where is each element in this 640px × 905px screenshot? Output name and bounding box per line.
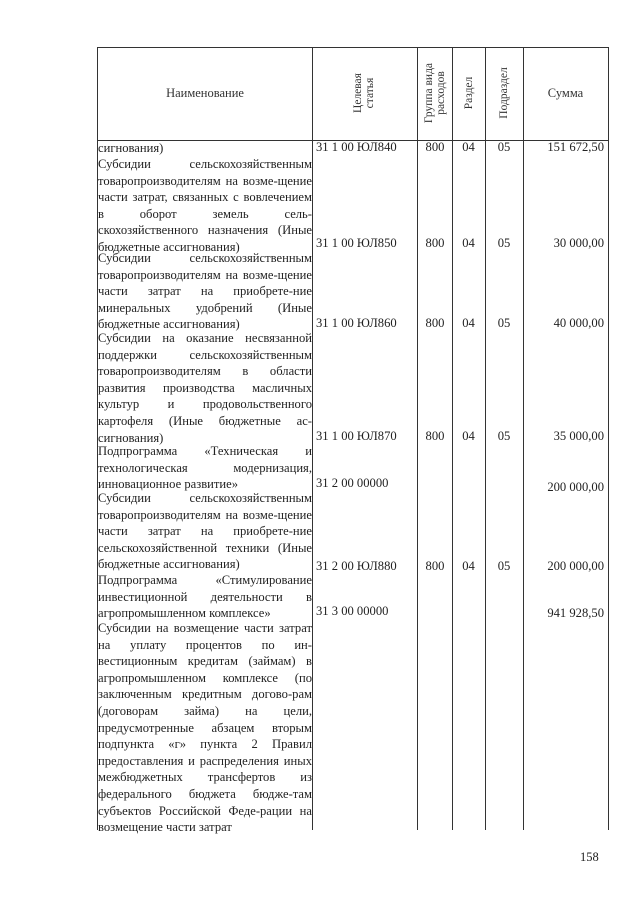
row-code: 31 1 00 ЮЛ870 (316, 429, 397, 443)
column-divider (608, 47, 609, 830)
header-section: Раздел (463, 76, 475, 110)
row-name: Субсидии сельскохозяйственным товаропроизводителям на возме-щение части затрат на приобрете-ние минеральных удобрений (Иные бюджетные ассигнования) (98, 251, 312, 332)
row-name: Подпрограмма «Стимулирование инвестиционной деятельности в агропромышленном комплексе» (98, 573, 312, 621)
header-sum: Сумма (547, 86, 584, 100)
row-code: 31 1 00 ЮЛ860 (316, 316, 397, 330)
row-section: 04 (462, 140, 475, 154)
column-divider (523, 47, 524, 830)
row-name: Субсидии на оказание несвязанной поддержки сельскохозяйственным товаропроизводителям в области развития производства масличных культур и продовольственного картофеля (Иные бюджетные ас-сигнования) (98, 331, 312, 445)
row-sum: 151 672,50 (547, 140, 604, 154)
table-top-border (97, 47, 608, 48)
header-name: Наименование (166, 86, 244, 100)
header-subsection: Подраздел (498, 67, 510, 119)
row-sum: 35 000,00 (553, 429, 604, 443)
row-section: 04 (462, 559, 475, 573)
row-name: Субсидии на возмещение части затрат на уплату процентов по ин-вестиционным кредитам (займам) в агропромышленном комплексе (по заключенным кредитным догово-рам (договорам займа) на цели, предусмотренные абзацем вторым подпункта «г» пункта 2 Правил предоставления и распределения иных межбюджетных трансфертов из федерального бюджета бюдже-там субъектов Российской Феде-рации на возмещение части затрат (98, 621, 312, 835)
column-divider (312, 47, 313, 830)
row-group: 800 (425, 236, 445, 250)
row-group: 800 (425, 429, 445, 443)
row-section: 04 (462, 429, 475, 443)
row-subsection: 05 (497, 236, 511, 250)
row-group: 800 (425, 140, 445, 154)
row-sum: 200 000,00 (547, 480, 604, 494)
row-name: Субсидии сельскохозяйственным товаропроизводителям на возме-щение части затрат, связанных с вовлечением в оборот земель сель-скохозяйственного назначения (Иные бюджетные ассигнования) (98, 157, 312, 254)
row-code: 31 2 00 ЮЛ880 (316, 559, 397, 573)
row-name: Субсидии сельскохозяйственным товаропроизводителям на возме-щение части затрат на приобрете-ние сельскохозяйственной техники (Иные бюджетные ассигнования) (98, 491, 312, 572)
row-name: Подпрограмма «Техническая и технологическая модернизация, инновационное развитие» (98, 444, 312, 492)
header-group: Группа вида расходов (423, 62, 447, 124)
row-subsection: 05 (497, 316, 511, 330)
row-section: 04 (462, 316, 475, 330)
row-group: 800 (425, 559, 445, 573)
page-number: 158 (580, 850, 599, 864)
row-code: 31 3 00 00000 (316, 604, 389, 618)
row-sum: 40 000,00 (553, 316, 604, 330)
row-section: 04 (462, 236, 475, 250)
row-subsection: 05 (497, 140, 511, 154)
row-group: 800 (425, 316, 445, 330)
row-subsection: 05 (497, 559, 511, 573)
row-code: 31 1 00 ЮЛ850 (316, 236, 397, 250)
row-code: 31 2 00 00000 (316, 476, 389, 490)
row-sum: 30 000,00 (553, 236, 604, 250)
row-code: 31 1 00 ЮЛ840 (316, 140, 397, 154)
row-subsection: 05 (497, 429, 511, 443)
row-sum: 200 000,00 (547, 559, 604, 573)
header-target: Целевая статья (352, 73, 376, 113)
row-name: сигнования) (98, 141, 164, 155)
row-sum: 941 928,50 (547, 606, 604, 620)
